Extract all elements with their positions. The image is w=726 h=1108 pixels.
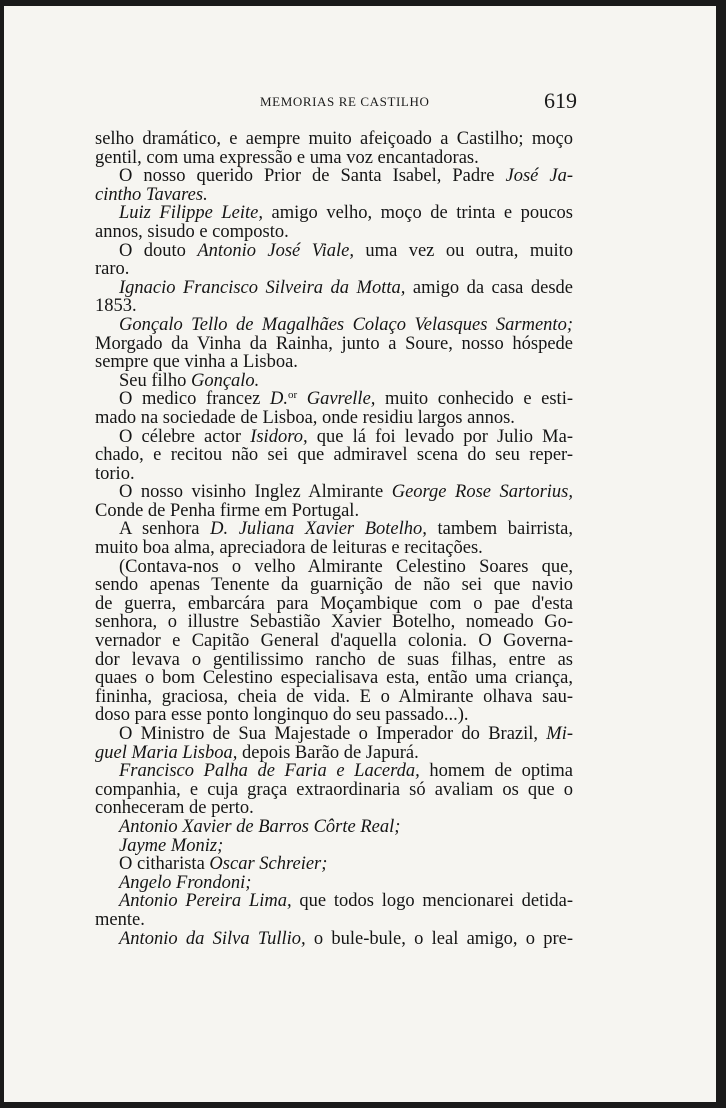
text-line bbox=[95, 892, 573, 911]
text-run: dor levava o gentilissimo rancho de suas filhas, entre as bbox=[95, 649, 573, 670]
text-run: O célebre actor bbox=[119, 426, 251, 447]
text-run: homem de optima bbox=[419, 761, 573, 782]
text-run: A senhora bbox=[119, 519, 211, 540]
text-run: senhora, o illustre Sebastião Xavier Botelho, nomeado Go- bbox=[95, 612, 573, 633]
text-line bbox=[95, 465, 573, 484]
text-line bbox=[95, 335, 573, 354]
text-run: sendo apenas Tenente da guarnição de não sei que navio bbox=[95, 575, 573, 596]
italic-text: Antonio José Viale, bbox=[197, 240, 354, 261]
italic-text: José Ja- bbox=[505, 166, 573, 187]
text-line bbox=[95, 818, 573, 837]
italic-text: Oscar Schreier; bbox=[209, 854, 328, 875]
body-text bbox=[95, 130, 573, 948]
running-title: MEMORIAS RE CASTILHO bbox=[260, 94, 430, 109]
text-line bbox=[95, 613, 573, 632]
text-line bbox=[95, 260, 573, 279]
italic-text: cintho Tavares. bbox=[95, 184, 208, 205]
italic-text: Francisco Palha de Faria e Lacerda, bbox=[119, 761, 420, 782]
italic-text: Isidoro, bbox=[250, 426, 308, 447]
text-line bbox=[95, 279, 573, 298]
text-run: que lá foi levado por Julio Ma- bbox=[307, 426, 574, 447]
text-line bbox=[95, 316, 573, 335]
text-run: O nosso visinho Inglez Almirante bbox=[119, 482, 392, 503]
text-line bbox=[95, 781, 573, 800]
text-run: O Ministro de Sua Majestade o Imperador do Brazil, bbox=[119, 724, 547, 744]
text-run: doso para esse ponto longinquo do seu passado...). bbox=[95, 705, 469, 726]
text-run: gentil, com uma expressão e uma voz encantadoras. bbox=[95, 147, 479, 168]
italic-text: D. bbox=[269, 389, 288, 410]
italic-text: Antonio Xavier de Barros Côrte Real; bbox=[119, 816, 401, 837]
italic-text: Gonçalo Tello de Magalhães Colaço Velasques Sarmento; bbox=[119, 314, 573, 335]
text-run: tambem bairrista, bbox=[426, 519, 573, 540]
text-line bbox=[95, 855, 573, 874]
italic-text: Angelo Frondoni; bbox=[119, 872, 252, 893]
text-run: 1853. bbox=[95, 296, 137, 317]
text-line bbox=[95, 428, 573, 447]
italic-text: Antonio da Silva Tullio, bbox=[119, 928, 306, 949]
text-run: torio. bbox=[95, 463, 135, 484]
text-line bbox=[95, 130, 573, 149]
italic-text: D. Juliana Xavier Botelho, bbox=[210, 519, 427, 540]
text-run: raro. bbox=[95, 259, 130, 280]
text-line bbox=[95, 930, 573, 949]
text-run: O citharista bbox=[119, 854, 210, 875]
italic-text: Gavrelle, bbox=[297, 389, 376, 410]
text-line bbox=[95, 651, 573, 670]
text-run: depois Barão de Japurá. bbox=[237, 742, 419, 763]
text-line bbox=[95, 911, 573, 930]
text-run: Morgado da Vinha da Rainha, junto a Soure, nosso hóspede bbox=[95, 333, 573, 354]
text-run: companhia, e cuja graça extraordinaria só avaliam os que o bbox=[95, 779, 573, 800]
text-run: Conde de Penha firme em Portugal. bbox=[95, 500, 360, 521]
text-line bbox=[95, 390, 573, 409]
text-run: (Contava-nos o velho Almirante Celestino Soares que, bbox=[119, 556, 573, 577]
text-line bbox=[95, 725, 573, 744]
page-number: 619 bbox=[544, 88, 577, 113]
italic-text: Antonio Pereira Lima, bbox=[119, 891, 292, 912]
text-run: uma vez ou outra, muito bbox=[354, 240, 573, 261]
text-run: amigo velho, moço de trinta e poucos bbox=[263, 203, 573, 224]
text-run: fininha, graciosa, cheia de vida. E o Almirante olhava sau- bbox=[95, 686, 573, 707]
text-line bbox=[95, 297, 573, 316]
text-run: conheceram de perto. bbox=[95, 798, 254, 819]
text-line bbox=[95, 669, 573, 688]
text-line bbox=[95, 167, 573, 186]
text-run: o bule-bule, o leal amigo, o pre- bbox=[305, 928, 573, 949]
text-line bbox=[95, 799, 573, 818]
text-run: sempre que vinha a Lisboa. bbox=[95, 352, 298, 373]
text-line bbox=[95, 223, 573, 242]
italic-text: George Rose Sartorius, bbox=[391, 482, 573, 503]
text-run: quaes o bom Celestino especialisava esta, então uma criança, bbox=[95, 668, 573, 689]
text-line bbox=[95, 483, 573, 502]
text-line bbox=[95, 595, 573, 614]
text-line bbox=[95, 446, 573, 465]
italic-text: Jayme Moniz; bbox=[119, 835, 224, 856]
text-run: O nosso querido Prior de Santa Isabel, Padre bbox=[119, 166, 506, 187]
text-run: vernador e Capitão General d'aquella colonia. O Governa- bbox=[95, 631, 573, 652]
text-line bbox=[95, 837, 573, 856]
text-line bbox=[95, 502, 573, 521]
text-run: selho dramático, e aempre muito afeiçoado a Castilho; moço bbox=[95, 129, 573, 149]
text-line bbox=[95, 632, 573, 651]
italic-text: Gonçalo. bbox=[190, 370, 260, 391]
text-line bbox=[95, 353, 573, 372]
text-run: O douto bbox=[119, 240, 198, 261]
text-line bbox=[95, 576, 573, 595]
text-run: de guerra, embarcára para Moçambique com o pae d'esta bbox=[95, 593, 573, 614]
text-line bbox=[95, 242, 573, 261]
text-run: muito conhecido e esti- bbox=[375, 389, 573, 410]
italic-text: Luiz Filippe Leite, bbox=[119, 203, 264, 224]
text-run: muito boa alma, apreciadora de leituras e recitações. bbox=[95, 538, 483, 559]
text-run: que todos logo mencionarei detida- bbox=[291, 891, 573, 912]
text-run: amigo da casa desde bbox=[405, 277, 573, 298]
italic-text: Mi- bbox=[546, 724, 573, 744]
text-line bbox=[95, 186, 573, 205]
text-line bbox=[95, 558, 573, 577]
text-line bbox=[95, 762, 573, 781]
text-line bbox=[95, 372, 573, 391]
text-line bbox=[95, 520, 573, 539]
text-line bbox=[95, 874, 573, 893]
italic-text: guel Maria Lisboa, bbox=[95, 742, 238, 763]
superscript: or bbox=[287, 389, 298, 402]
text-run: O medico francez bbox=[119, 389, 270, 410]
text-run: Seu filho bbox=[119, 370, 191, 391]
text-run: mado na sociedade de Lisboa, onde residiu largos annos. bbox=[95, 407, 515, 428]
text-line bbox=[95, 706, 573, 725]
book-page bbox=[4, 6, 716, 1102]
text-line bbox=[95, 688, 573, 707]
page-header bbox=[4, 88, 716, 114]
text-line bbox=[95, 744, 573, 763]
text-run: annos, sisudo e composto. bbox=[95, 221, 289, 242]
text-line bbox=[95, 409, 573, 428]
text-line bbox=[95, 149, 573, 168]
italic-text: Ignacio Francisco Silveira da Motta, bbox=[119, 277, 406, 298]
text-run: mente. bbox=[95, 909, 145, 930]
text-line bbox=[95, 539, 573, 558]
text-run: chado, e recitou não sei que admiravel scena do seu reper- bbox=[95, 445, 573, 466]
text-line bbox=[95, 204, 573, 223]
